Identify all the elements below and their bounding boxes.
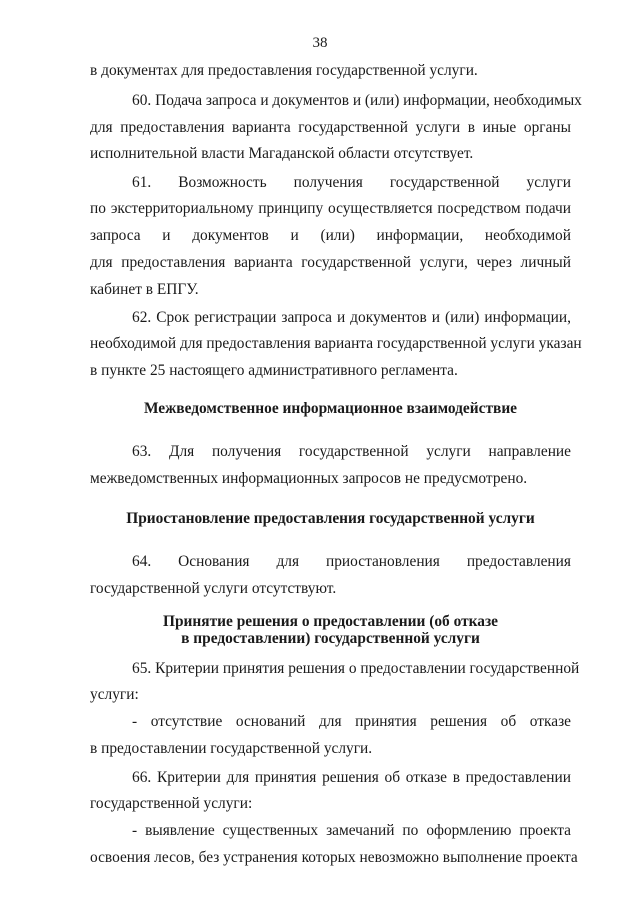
paragraph-61-line-5: кабинет в ЕПГУ. xyxy=(90,281,199,298)
paragraph-65-line-2: услуги: xyxy=(90,686,139,703)
section-heading-decision-line-2: в предоставлении) государственной услуги xyxy=(181,630,480,647)
section-heading-suspension: Приостановление предоставления государственной услуги xyxy=(126,510,535,527)
text-line: в документах для предоставления государственной услуги. xyxy=(90,62,478,79)
page-number: 38 xyxy=(312,35,328,51)
paragraph-65-line-1: 65. Критерии принятия решения о предоставлении государственной xyxy=(132,660,580,677)
paragraph-61-line-1 xyxy=(132,173,571,193)
paragraph-64-line-1: 64. Основания для приостановления предоставления xyxy=(132,553,571,570)
paragraph-66-line-2: государственной услуги: xyxy=(90,795,253,812)
paragraph-63-line-2: межведомственных информационных запросов не предусмотрено. xyxy=(90,470,528,487)
section-heading-interagency: Межведомственное информационное взаимодействие xyxy=(143,400,518,417)
paragraph-66-line-1: 66. Критерии для принятия решения об отказе в предоставлении xyxy=(132,769,571,786)
paragraph-63-line-1: 63. Для получения государственной услуги направление xyxy=(132,443,571,460)
paragraph-60-line-2: для предоставления варианта государственной услуги в иные органы xyxy=(90,119,571,136)
paragraph-62-line-3: в пункте 25 настоящего административного регламента. xyxy=(90,362,458,379)
paragraph-60-line-3: исполнительной власти Магаданской области отсутствует. xyxy=(90,145,474,162)
section-heading-decision-line-1: Принятие решения о предоставлении (об отказе xyxy=(163,613,498,630)
list-item-1-line-1: - отсутствие оснований для принятия решения об отказе xyxy=(132,713,571,730)
paragraph-60-line-1: 60. Подача запроса и документов и (или) информации, необходимых xyxy=(132,92,582,109)
paragraph-64-line-2: государственной услуги отсутствуют. xyxy=(90,580,337,597)
paragraph-62-line-2: необходимой для предоставления варианта государственной услуги указан xyxy=(90,335,582,352)
list-item-2-line-2: освоения лесов, без устранения которых невозможно выполнение проекта xyxy=(90,849,578,866)
paragraph-61-line-2: по экстерриториальному принципу осуществляется посредством подачи xyxy=(90,200,571,217)
paragraph-62-line-1: 62. Срок регистрации запроса и документов и (или) информации, xyxy=(132,309,571,326)
paragraph-61-line-1-text: 61. Возможность получения государственной услуги xyxy=(132,174,571,191)
list-item-2-line-1: - выявление существенных замечаний по оформлению проекта xyxy=(132,822,571,839)
paragraph-61-line-4: для предоставления варианта государственной услуги, через личный xyxy=(90,254,571,271)
list-item-1-line-2: в предоставлении государственной услуги. xyxy=(90,740,373,757)
paragraph-61-line-3: запроса и документов и (или) информации, необходимой xyxy=(90,227,571,244)
